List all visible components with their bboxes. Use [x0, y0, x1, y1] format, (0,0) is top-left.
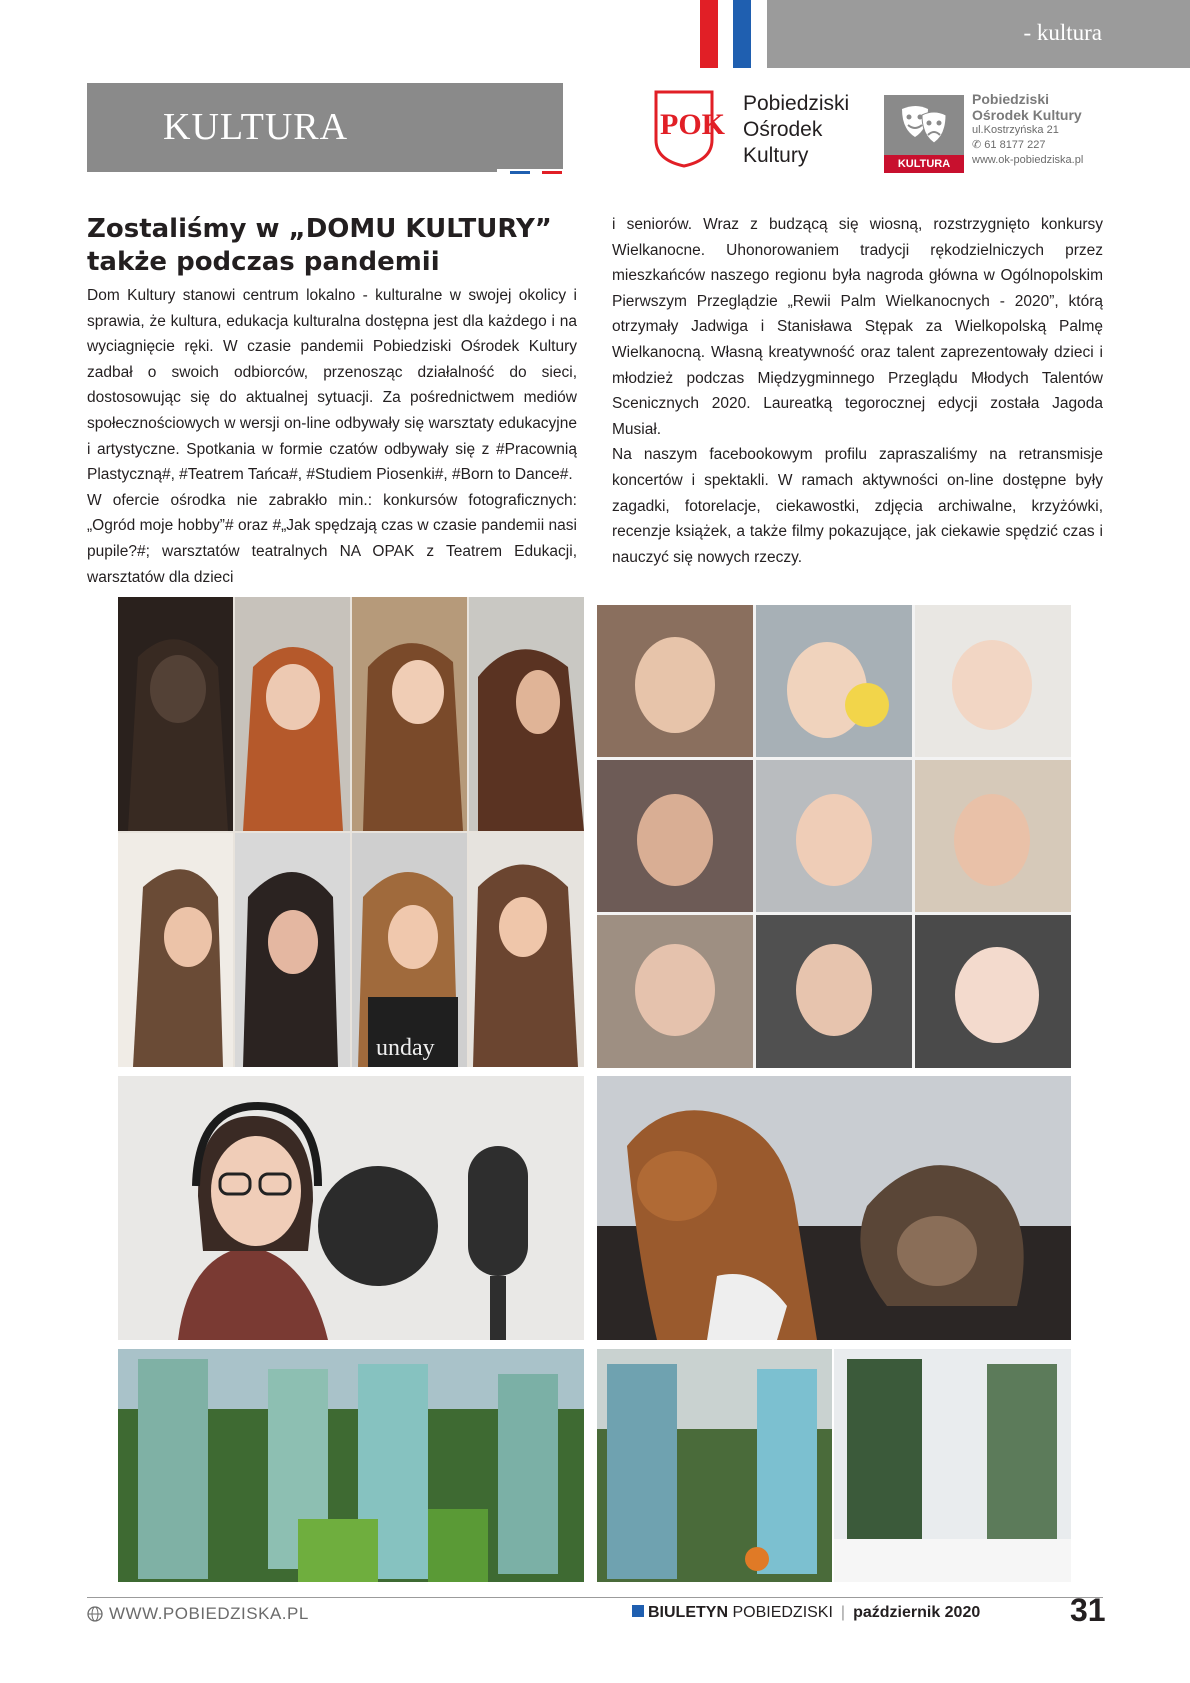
phone-icon: ✆ — [972, 139, 985, 151]
website-text: WWW.POBIEDZISKA.PL — [109, 1604, 309, 1623]
paragraph: Dom Kultury stanowi centrum lokalno - kulturalne w swojej okolicy i sprawia, że kultura, edukacja kulturalna dostępna jest dla każdego i na wyciagnięcie ręki. W czasie pandemii Pobiedziski Ośrodek Kultury zadbał o swoich odbiorców, przenosząc działalność do sieci, dostosowując się do aktualnej sytuacji. Za pośrednictwem mediów społecznościowych w wersji on-line odbywały się warsztaty edukacyjne i artystyczne. Spotkania w formie czatów odbywały się z #Pracownią Plastyczną#, #Teatrem Tańca#, #Studiem Piosenki#, #Born to Dance#. — [87, 287, 577, 484]
issue-date: październik 2020 — [853, 1604, 981, 1621]
blue-stripe — [733, 0, 751, 68]
pok-logo-icon — [652, 90, 725, 168]
contact-block — [972, 91, 1083, 168]
phone-number: 61 8177 227 — [984, 139, 1046, 151]
footer-rule — [87, 1597, 1103, 1598]
red-dash — [542, 171, 562, 174]
badge-label: KULTURA — [884, 155, 964, 173]
footer-website[interactable] — [87, 1604, 309, 1624]
section-tag: - kultura — [1023, 20, 1102, 45]
bulletin-square-icon — [632, 1605, 644, 1617]
contact-phone — [972, 138, 1083, 153]
theatre-masks-icon — [898, 103, 950, 149]
garden-doors-seasons-photo — [597, 1349, 1071, 1582]
paragraph: i seniorów. Wraz z budzącą się wiosną, rozstrzygnięto konkursy Wielkanocne. Uhonorowaniem tradycji rękodzielniczych przez mieszkańców naszego regionu była nagroda główna w Ogólnopolskim Pierwszym Przeglądzie „Rewii Palm Wielkanocnych - 2020”, którą otrzymały Jadwiga i Stanisława Stępak za Wielkopolską Palmę Wielkanocną. Własną kreatywność oraz talent zaprezentowały dzieci i młodzież podczas Międzygminnego Przeglądu Młodych Talentów Scenicznych 2020. Laureatką tegorocznej edycji została Jagoda Musiał. — [612, 216, 1103, 438]
blue-dash — [510, 171, 530, 174]
pok-mark: POK — [660, 108, 725, 141]
paragraph: Na naszym facebookowym profilu zapraszaliśmy na retransmisje koncertów i spektakli. W ramach aktywności on-line dostępne były zagadki, fotorelacje, ciekawostki, zdjęcia archiwalne, krzyżówki, recenzje książek, a także filmy pokazujące, jak ciekawie spędzić czas i nauczyć się nowych rzeczy. — [612, 446, 1103, 566]
footer-separator: | — [840, 1604, 846, 1621]
dogs-photo — [597, 1076, 1071, 1340]
section-title-box — [87, 83, 563, 169]
globe-icon — [87, 1606, 103, 1622]
article-right-column — [612, 212, 1103, 570]
pok-name-line: Ośrodek — [743, 118, 823, 141]
portraits-photo — [118, 597, 584, 1067]
pok-name-line: Kultury — [743, 144, 809, 167]
garden-doors-photo — [118, 1349, 584, 1582]
contact-address: ul.Kostrzyńska 21 — [972, 124, 1059, 136]
contact-website[interactable]: www.ok-pobiedziska.pl — [972, 154, 1084, 166]
headline-line: Zostaliśmy w „DOMU KULTURY” — [87, 214, 552, 244]
title-underline — [87, 169, 497, 172]
page-number: 31 — [1070, 1592, 1106, 1628]
tshirt-text: unday — [376, 1035, 435, 1061]
video-call-photo — [597, 605, 1071, 1068]
footer-bulletin — [632, 1604, 980, 1622]
contact-name: Ośrodek Kultury — [972, 107, 1082, 123]
pok-name — [743, 91, 849, 169]
bulletin-rest: POBIEDZISKI — [732, 1604, 833, 1621]
article-left-column — [87, 283, 577, 590]
bulletin-bold: BIULETYN — [648, 1604, 728, 1621]
article-headline — [87, 213, 577, 279]
section-title: KULTURA — [163, 106, 349, 148]
red-stripe — [700, 0, 718, 68]
section-bar — [767, 0, 1190, 68]
contact-name: Pobiedziski — [972, 91, 1050, 107]
headline-line: także podczas pandemii — [87, 247, 440, 277]
pok-name-line: Pobiedziski — [743, 92, 850, 115]
theatre-badge — [884, 95, 964, 173]
paragraph: W ofercie ośrodka nie zabrakło min.: konkursów fotograficznych: „Ogród moje hobby”# oraz #„Jak spędzają czas w czasie pandemii nasi pupile?#; warsztatów teatralnych NA OPAK z Teatrem Edukacji, warsztatów dla dzieci — [87, 491, 577, 586]
singer-photo — [118, 1076, 584, 1340]
